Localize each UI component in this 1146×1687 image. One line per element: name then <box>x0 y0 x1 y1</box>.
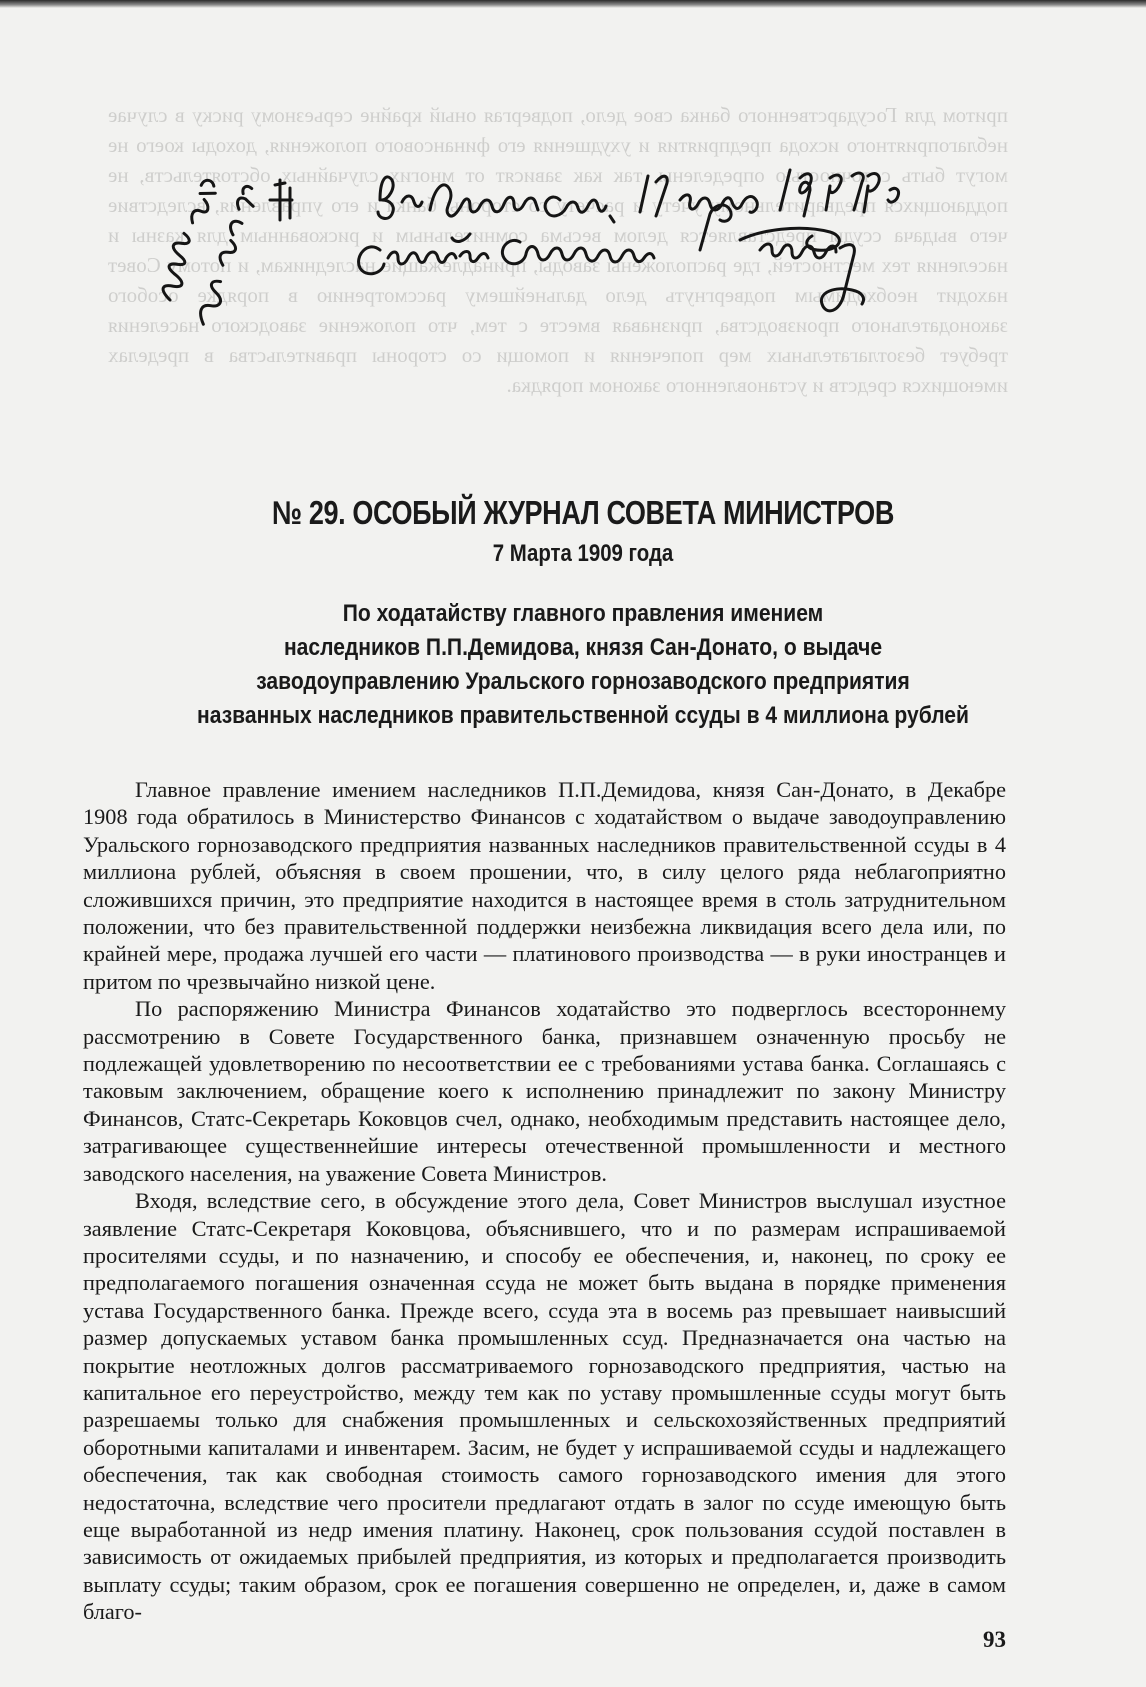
body-paragraph: По распоряжению Министра Финансов ходатайство это подверглось всестороннeму рассмотрению в Совете Государственного банка, признавшем означенную просьбу не подлежащей удовлетворению по несоответствии ее с требованиями устава банка. Соглашаясь с таковым заключением, обращение коего к исполнению принадлежит по закону Министру Финансов, Статс-Секретарь Коковцов счел, однако, необходимым представить настоящее дело, затрагивающее существеннейшие интересы отечественной промышленности и местного заводского населения, на уважение Совета Министров. <box>83 996 1006 1186</box>
document-body <box>83 776 1006 1626</box>
subject-line: наследников П.П.Демидова, князя Сан-Донато, о выдаче <box>283 634 883 661</box>
page-number: 93 <box>983 1627 1006 1652</box>
scan-top-edge <box>0 0 1146 8</box>
document-subject <box>130 597 1036 733</box>
body-paragraph: Входя, вследствие сего, в обсуждение этого дела, Совет Министров выслушал изустное заявление Статс-Секретаря Коковцова, объяснившего, что и по размерам испрашиваемой просителями ссуды, и по назначению, и способу ее обеспечения, и, наконец, по сроку ее предполагаемого погашения означенная ссуда не может быть выдана в порядке применения устава Государственного банка. Прежде всего, ссуда эта в восемь раз превышает наивысший размер допускаемых уставом банка промышленных ссуд. Предназначается она частью на покрытие неотложных долгов рассматриваемого горнозаводского предприятия, частью на капитальное его переустройство, между тем как по уставу промышленные ссуды могут быть разрешаемы только для снабжения промышленных и сельскохозяйственных предприятий оборотными капиталами и инвентарем. Засим, не будет у испрашиваемой ссуды и надлежащего обеспечения, так как свободная стоимость самого горнозаводского имения для этого недостаточна, вследствие чего просители предлагают отдать в залог по ссуде имеющую быть еще выработанной из недр имения платину. Наконец, срок пользования ссудой поставлен в зависимость от ожидаемых прибылей предприятия, из которых и предполагается производить выплату ссуды; таким образом, срок ее погашения совершенно не определен, и, даже в самом благо- <box>83 1188 1006 1625</box>
subject-line: заводоуправлению Уральского горнозаводского предприятия <box>256 668 910 695</box>
bleed-through-text: притом для Государственного банка свое дело, подвергая оный крайне серьезному риску в случае неблагоприятного исхода предприятия и ухудшения его финансового положения, доходы коего не могут быть с точностью определены, так как зависят от многих случайных обстоятельств, не поддающихся предварительному учету и расчету со стороны банка и его управления, вследствие чего выдача ссуды представляется делом весьма сомнительным и рискованным для казны и населения тех местностей, где расположены заводы, принадлежащие наследникам, и потому Совет находит необходимым подвергнуть дело дальнейшему рассмотрению в порядке особого законодательного производства, признавая вместе с тем, что положение заводского населения требует безотлагательных мер попечения и помощи со стороны правительства в пределах имеющихся средств и установленного законом порядка. <box>108 103 1008 397</box>
subject-line: названных наследников правительственной ссуды в 4 миллиона рублей <box>197 702 969 729</box>
document-title: № 29. ОСОБЫЙ ЖУРНАЛ СОВЕТА МИНИСТРОВ <box>272 494 894 531</box>
body-paragraph: Главное правление имением наследников П.П.Демидова, князя Сан-Донато, в Декабре 1908 года обратилось в Министерство Финансов с ходатайством о выдаче заводоуправлению Уральского горнозаводского предприятия названных наследников правительственной ссуды в 4 миллиона рублей, объясняя в своем прошении, что, в силу целого ряда неблагоприятно сложившихся причин, это предприятие находится в настоящее время в столь затруднительном положении, что без правительственной поддержки неизбежна ликвидация всего дела или, по крайней мере, продажа лучшей его части — платинового производства — в руки иностранцев и притом по чрезвычайно низкой цене. <box>83 777 1006 994</box>
document-date: 7 Марта 1909 года <box>492 540 674 567</box>
document-heading <box>90 493 1076 571</box>
handwritten-resolution <box>140 130 1020 350</box>
handwriting-image <box>140 130 1020 350</box>
subject-line: По ходатайству главного правления имением <box>342 600 824 627</box>
